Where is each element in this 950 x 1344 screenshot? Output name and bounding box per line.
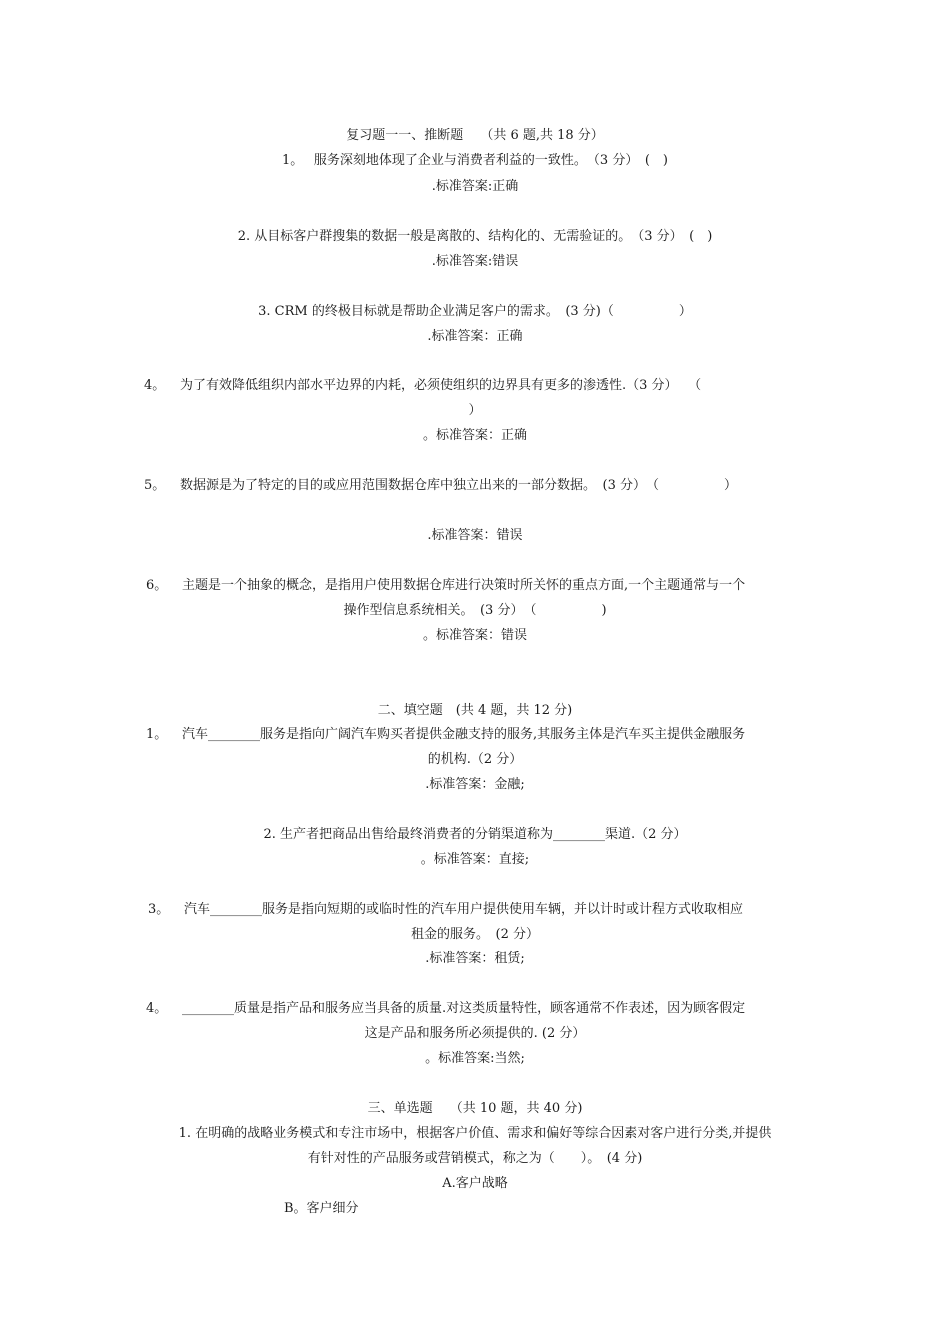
answer-1-4: 。标准答案：正确 [422, 428, 527, 443]
answer-1-1: .标准答案:正确 [431, 179, 519, 194]
section-2-header: 二、填空题 (共 4 题，共 12 分) [377, 703, 573, 718]
answer-2-3: .标准答案：租赁; [425, 951, 525, 966]
question-1-6-line-2: 操作型信息系统相关。 (3 分） （ ) [343, 603, 607, 618]
option-a: A.客户战略 [442, 1176, 508, 1191]
question-2-1-number: 1。 [146, 727, 168, 742]
question-1-1: 1。 服务深刻地体现了企业与消费者利益的一致性。 （3 分） ( ) [282, 153, 668, 168]
question-2-3-line-1: 汽车________服务是指向短期的或临时性的汽车用户提供使用车辆，并以计时或计程方式收取相应 [184, 902, 744, 917]
question-3-1-line-2: 有针对性的产品服务或营销模式，称之为（ ）。 (4 分) [307, 1151, 643, 1166]
question-1-2: 2. 从目标客户群搜集的数据一般是离散的、结构化的、无需验证的。 （3 分） ( ) [237, 229, 713, 244]
question-1-4-line-2: ） [468, 403, 482, 418]
answer-1-3: .标准答案：正确 [427, 329, 523, 344]
question-2-4-line-1: ________质量是指产品和服务应当具备的质量.对这类质量特性，顾客通常不作表述，因为顾客假定 [182, 1001, 746, 1016]
question-2-4-line-2: 这是产品和服务所必须提供的. (2 分） [364, 1026, 586, 1041]
answer-1-5: .标准答案：错误 [427, 528, 523, 543]
answer-1-2: .标准答案:错误 [431, 254, 519, 269]
question-1-5-line: 数据源是为了特定的目的或应用范围数据仓库中独立出来的一部分数据。 (3 分） （ ） [180, 478, 737, 493]
answer-1-6: 。标准答案：错误 [422, 628, 527, 643]
question-2-3-number: 3。 [148, 902, 170, 917]
question-2-1-line-2: 的机构.（2 分） [427, 752, 523, 767]
question-3-1-line-1: 1. 在明确的战略业务模式和专注市场中，根据客户价值、需求和偏好等综合因素对客户进行分类,并提供 [178, 1126, 772, 1141]
question-1-6-number: 6。 [146, 578, 168, 593]
answer-2-4: 。标准答案:当然; [425, 1051, 525, 1066]
question-2-2: 2. 生产者把商品出售给最终消费者的分销渠道称为________渠道.（2 分） [263, 827, 687, 842]
answer-2-2: 。标准答案：直接; [420, 852, 530, 867]
question-1-3: 3. CRM 的终极目标就是帮助企业满足客户的需求。 (3 分)（ ） [258, 304, 692, 319]
option-b: B。客户细分 [284, 1201, 359, 1216]
question-2-4-number: 4。 [146, 1001, 168, 1016]
question-1-4-number: 4。 [144, 378, 166, 393]
question-2-3-line-2: 租金的服务。 (2 分） [411, 927, 539, 942]
question-1-6-line-1: 主题是一个抽象的概念，是指用户使用数据仓库进行决策时所关怀的重点方面,一个主题通常与一个 [182, 578, 746, 593]
question-1-4-line-1: 为了有效降低组织内部水平边界的内耗，必须使组织的边界具有更多的渗透性.（3 分） （ [180, 378, 702, 393]
question-1-5-number: 5。 [144, 478, 166, 493]
section-3-header: 三、单选题 （共 10 题，共 40 分) [367, 1101, 583, 1116]
answer-2-1: .标准答案：金融; [425, 777, 525, 792]
section-1-header: 复习题一一、推断题 （共 6 题,共 18 分） [346, 128, 604, 143]
question-2-1-line-1: 汽车________服务是指向广阔汽车购买者提供金融支持的服务,其服务主体是汽车买主提供金融服务 [182, 727, 746, 742]
